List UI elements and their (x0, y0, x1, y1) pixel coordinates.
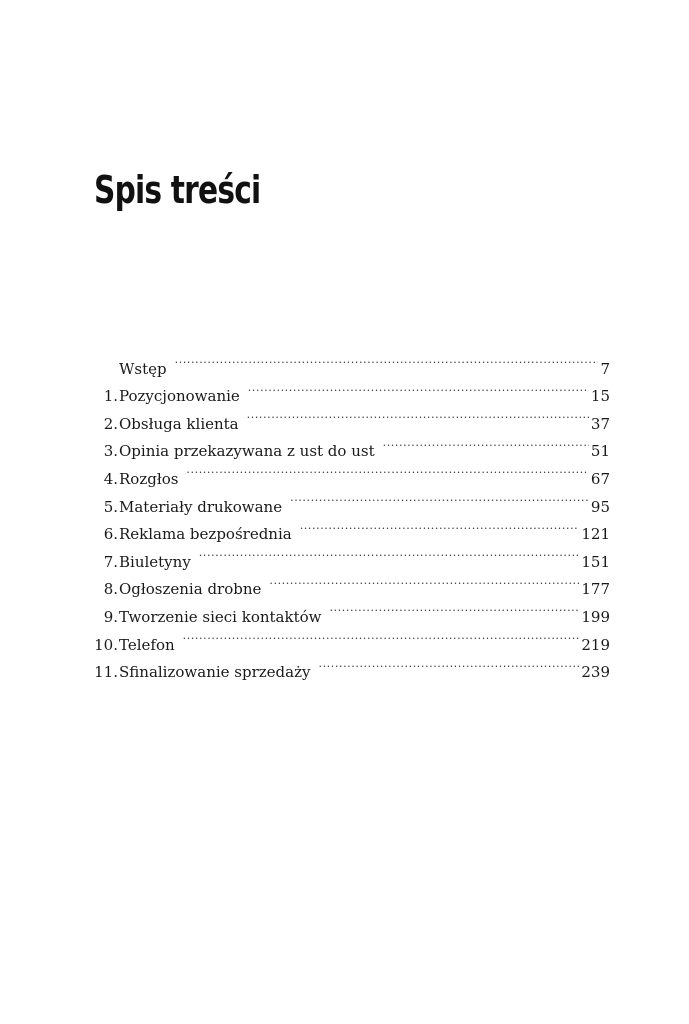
toc-entry-title: Ogłoszenia drobne (119, 580, 262, 599)
toc-entry-page: 7 (600, 359, 610, 378)
toc-entry-page: 199 (581, 607, 610, 626)
toc-entry-page: 15 (590, 387, 610, 406)
toc-entry-number: 5. (103, 497, 118, 516)
toc-entry-page: 51 (590, 442, 610, 461)
toc-entry-number: 7. (103, 552, 118, 571)
toc-dot-leader (269, 567, 579, 595)
toc-dot-leader (300, 512, 580, 540)
toc-entry-page: 95 (590, 497, 610, 516)
toc-entry-number: 2. (103, 414, 118, 433)
toc-entry-page: 177 (581, 580, 610, 599)
toc-entry-title: Biuletyny (119, 552, 191, 571)
toc-entry-page: 67 (590, 469, 610, 488)
toc-entry-title: Reklama bezpośrednia (119, 525, 292, 544)
toc-entry-title: Wstęp (119, 359, 167, 378)
toc-entry-number: 8. (103, 580, 118, 599)
toc-entry-page: 219 (581, 635, 610, 654)
toc-entry-number: 6. (103, 525, 118, 544)
toc-entry-title: Obsługa klienta (119, 414, 239, 433)
toc-entry-title: Tworzenie sieci kontaktów (119, 607, 322, 626)
toc-dot-leader (383, 429, 589, 457)
toc-dot-leader (199, 539, 580, 567)
toc-entry-number: 4. (103, 469, 118, 488)
toc-entry-title: Sfinalizowanie sprzedaży (119, 663, 311, 682)
toc-entry-number: 9. (103, 607, 118, 626)
toc-entry-page: 239 (581, 663, 610, 682)
toc-dot-leader (175, 346, 599, 374)
toc-entry-title: Materiały drukowane (119, 497, 283, 516)
toc-entry-title: Rozgłos (119, 469, 179, 488)
toc-dot-leader (318, 650, 579, 678)
toc-dot-leader (183, 622, 580, 650)
toc-entry-number: 1. (103, 387, 118, 406)
table-of-contents (90, 346, 610, 682)
toc-entry-page: 37 (590, 414, 610, 433)
toc-entry-intro[interactable] (90, 346, 610, 378)
toc-dot-leader (290, 484, 589, 512)
toc-entry-number: 11. (94, 663, 118, 682)
toc-dot-leader (247, 401, 589, 429)
toc-entry-title: Opinia przekazywana z ust do ust (119, 442, 375, 461)
toc-entry-chapter-1[interactable] (90, 374, 610, 406)
page-title: Spis treści (94, 168, 261, 212)
toc-entry-number: 10. (94, 635, 118, 654)
toc-entry-page: 121 (581, 525, 610, 544)
toc-dot-leader (329, 594, 579, 622)
toc-entry-number: 3. (103, 442, 118, 461)
toc-entry-page: 151 (581, 552, 610, 571)
toc-dot-leader (186, 456, 588, 484)
toc-entry-title: Telefon (119, 635, 175, 654)
toc-entry-title: Pozycjonowanie (119, 387, 240, 406)
toc-dot-leader (248, 374, 589, 402)
